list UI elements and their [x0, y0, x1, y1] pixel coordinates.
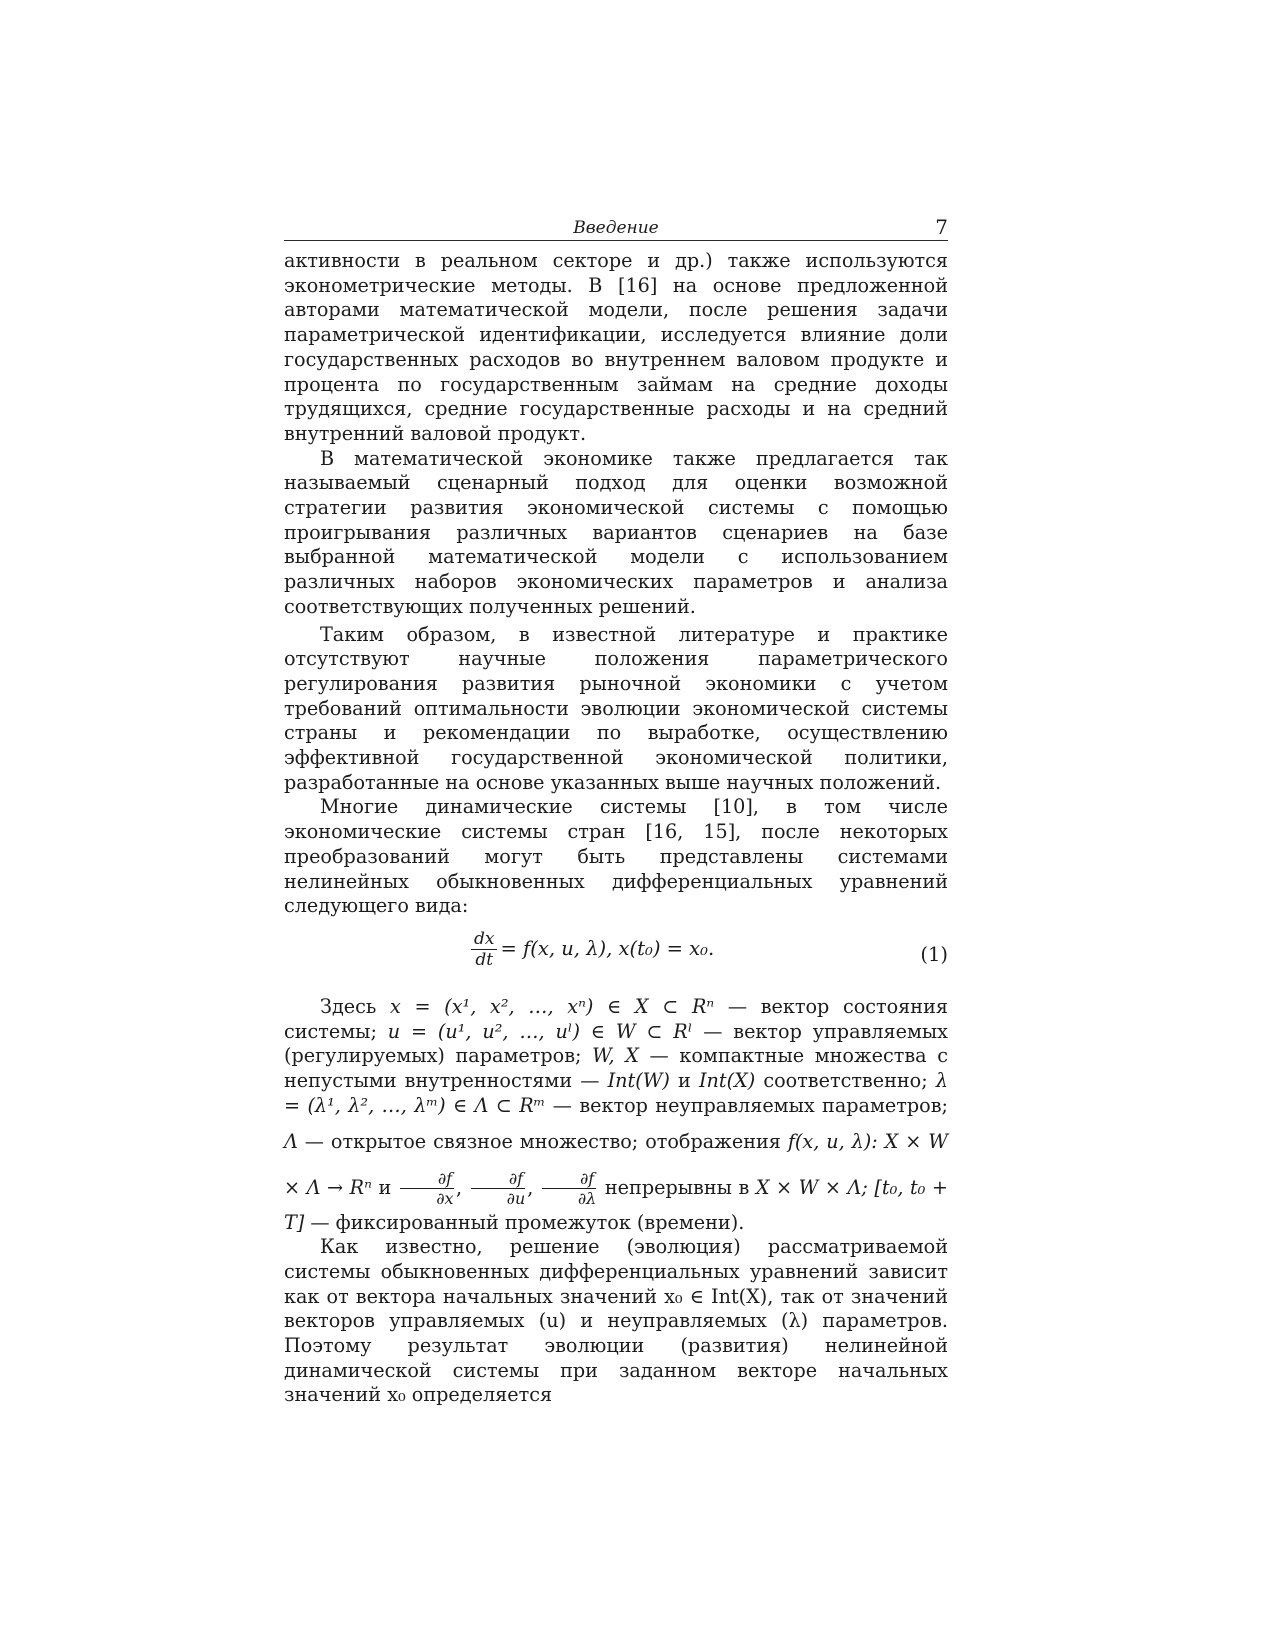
interior-x: Int(X) — [698, 1069, 756, 1093]
sets-wx: W, X — [592, 1044, 639, 1068]
equation-body — [468, 929, 714, 970]
body-text — [284, 249, 948, 1408]
derivative-fraction — [471, 929, 497, 970]
fixed-interval-text: — фиксированный промежуток (времени). — [304, 1210, 745, 1234]
equation-rhs: = f(x, u, λ), x(t₀) = x₀. — [500, 937, 715, 961]
paragraph-3: Таким образом, в известной литературе и практике отсутствуют научные положения параметрического регулирования развития рыночной экономики с учетом требований оптимальности эволюции экономической системы страны и рекомендации по выработке, осуществлению эффективной государственной экономической политики, разработанные на основе указанных выше научных положений. — [284, 622, 948, 794]
page-number: 7 — [935, 215, 948, 239]
respectively-text: соответственно; — [755, 1069, 936, 1093]
domain-def: X × W × Λ; [t₀, t₀ + T] — [284, 1175, 948, 1234]
page — [284, 206, 948, 1408]
fraction-numerator: dx — [471, 929, 497, 950]
state-vector-text: — вектор состояния системы; — [284, 994, 948, 1043]
compact-sets-text: — компактные множества с непустыми внутренностями — — [284, 1044, 948, 1093]
paragraph-6: Как известно, решение (эволюция) рассматриваемой системы обыкновенных дифференциальных уравнений зависит как от вектора начальных значений x₀ ∈ Int(X), так от значений векторов управляемых (u) и неуправляемых (λ) параметров. Поэтому результат эволюции (развития) нелинейной динамической системы при заданном векторе начальных значений x₀ определяется — [284, 1235, 948, 1407]
partial-f-u: $\frac{\partial f}{\partial u}$ — [471, 1169, 526, 1208]
and-text-2: и — [378, 1175, 392, 1199]
paragraph-5 — [284, 995, 948, 1235]
continuous-text: непрерывны — [604, 1175, 732, 1199]
and-text-1: и — [669, 1069, 699, 1093]
open-set-text: — открытое связное множество; отображения — [297, 1129, 781, 1153]
lambda-vector-text: — вектор неуправляемых параметров; — [545, 1093, 948, 1117]
mapping-line: f(x, u, λ): X × W × Λ → Rⁿ и $\frac{\partial f}{\partial x}$ , $\frac{\partial f}{\partial u}$ , $\frac{\partial f}{\partial\lambda}$ непрерывны — [284, 1129, 948, 1208]
word-here: Здесь — [320, 994, 377, 1018]
equation-number: (1) — [920, 942, 948, 966]
mapping-def: f(x, u, λ): X × W × Λ → Rⁿ — [284, 1129, 948, 1199]
paragraph-2: В математической экономике также предлагается так называемый сценарный подход для оценки возможной стратегии развития экономической системы с помощью проигрывания различных вариантов сценариев на базе выбранной математической модели с использованием различных наборов экономических параметров и анализа соответствующих полученных решений. — [284, 446, 948, 618]
state-vector-def: x = (x¹, x², …, xⁿ) ∈ X ⊂ Rⁿ — [390, 994, 715, 1018]
equation-1 — [284, 925, 948, 989]
running-header — [284, 206, 948, 241]
paragraph-4: Многие динамические системы [10], в том числе экономические системы стран [16, 15], после некоторых преобразований могут быть представлены системами нелинейных обыкновенных дифференциальных уравнений следующего вида: — [284, 795, 948, 918]
lambda-vector-def: λ = (λ¹, λ², …, λᵐ) ∈ Λ ⊂ Rᵐ — [284, 1069, 948, 1117]
big-lambda: Λ — [284, 1129, 298, 1153]
running-title: Введение — [573, 218, 659, 238]
partial-f-x: $\frac{\partial f}{\partial x}$ — [400, 1169, 454, 1208]
partial-f-lambda: $\frac{\partial f}{\partial\lambda}$ — [542, 1169, 596, 1208]
fraction-denominator: dt — [475, 949, 494, 970]
interior-w: Int(W) — [607, 1069, 670, 1093]
control-vector-text: — вектор управляемых (регулируемых) параметров; — [284, 1019, 948, 1068]
paragraph-1: активности в реальном секторе и др.) также используются эконометрические методы. В [16] на основе предложенной авторами математической модели, после решения задачи параметрической идентификации, исследуется влияние доли государственных расходов во внутреннем валовом продукте и процента по государственным займам на средние доходы трудящихся, средние государственные расходы и на средний внутренний валовой продукт. — [284, 249, 948, 445]
in-text: в — [738, 1175, 756, 1199]
control-vector-def: u = (u¹, u², …, uˡ) ∈ W ⊂ Rˡ — [387, 1019, 693, 1043]
